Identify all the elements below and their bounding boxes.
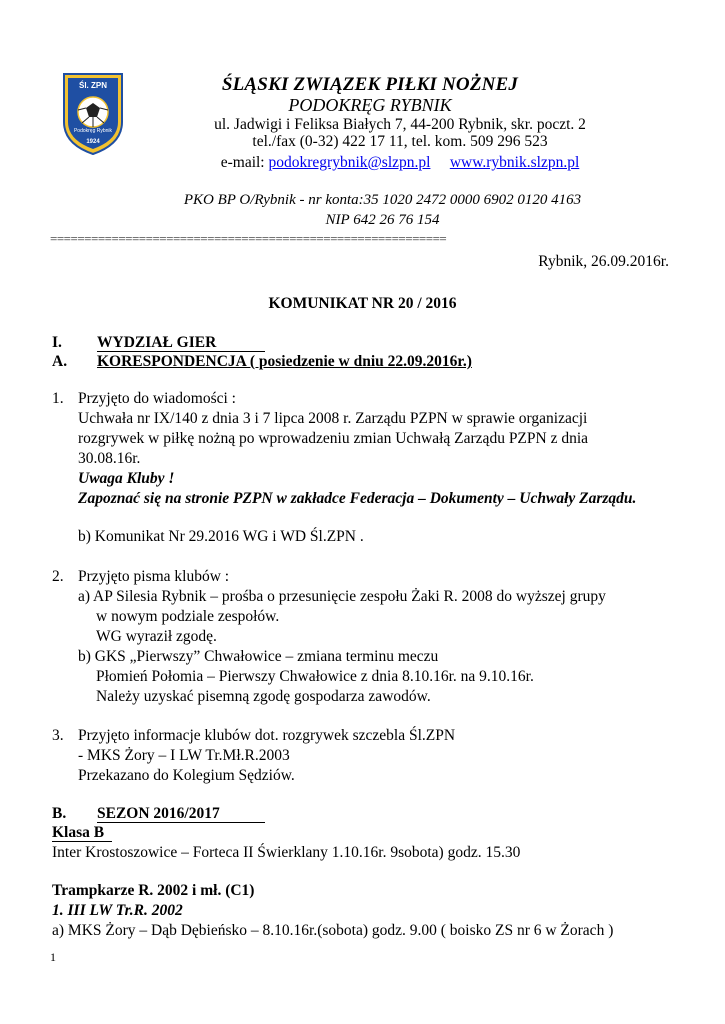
nip: NIP 642 26 76 154 xyxy=(325,212,440,228)
item-1-line-7: b) Komunikat Nr 29.2016 WG i WD Śl.ZPN . xyxy=(78,528,364,545)
email-link[interactable]: podokregrybnik@slzpn.pl xyxy=(268,154,431,171)
klasa-b-line-1: Inter Krostoszowice – Forteca II Świerklany 1.10.16r. 9sobota) godz. 15.30 xyxy=(52,844,521,861)
item-2-line-7: Należy uzyskać pisemną zgodę gospodarza zawodów. xyxy=(96,688,431,705)
item-1-line-1: Przyjęto do wiadomości : xyxy=(78,390,236,407)
page-number: 1 xyxy=(50,950,56,964)
section-a-number: A. xyxy=(52,353,68,370)
contact-line xyxy=(100,154,700,172)
document-title: KOMUNIKAT NR 20 / 2016 xyxy=(268,295,457,312)
section-b-title: SEZON 2016/2017 xyxy=(97,805,265,823)
item-1-line-3: rozgrywek w piłkę nożną po wprowadzeniu zmian Uchwałą Zarządu PZPN z dnia xyxy=(78,430,589,447)
logo-text-year: 1924 xyxy=(86,139,100,145)
item-1-line-2: Uchwała nr IX/140 z dnia 3 i 7 lipca 2008 r. Zarządu PZPN w sprawie organizacji xyxy=(78,410,588,427)
item-3-line-2: - MKS Żory – I LW Tr.Mł.R.2003 xyxy=(78,747,290,764)
trampkarze-subtitle: 1. III LW Tr.R. 2002 xyxy=(52,902,183,919)
logo-text-mid: Podokręg Rybnik xyxy=(73,128,113,134)
trampkarze-title: Trampkarze R. 2002 i mł. (C1) xyxy=(52,882,255,899)
item-2-line-3: w nowym podziale zespołów. xyxy=(96,608,280,625)
logo-text-top: Śl. ZPN xyxy=(78,81,107,90)
item-2-line-5: b) GKS „Pierwszy” Chwałowice – zmiana terminu meczu xyxy=(78,648,439,665)
item-2-line-4: WG wyraził zgodę. xyxy=(96,628,217,645)
item-1-number: 1. xyxy=(52,390,64,407)
item-2-number: 2. xyxy=(52,568,64,585)
address-line: ul. Jadwigi i Feliksa Białych 7, 44-200 Rybnik, skr. poczt. 2 xyxy=(214,116,586,133)
phone-line: tel./fax (0-32) 422 17 11, tel. kom. 509 296 523 xyxy=(252,133,548,150)
org-subname: PODOKRĘG RYBNIK xyxy=(288,95,452,115)
item-1-line-4: 30.08.16r. xyxy=(78,450,141,467)
item-2-line-1: Przyjęto pisma klubów : xyxy=(78,568,230,585)
item-1-line-5: Uwaga Kluby ! xyxy=(78,470,175,487)
separator-line: ========================================================== xyxy=(50,231,447,246)
trampkarze-line-1: a) MKS Żory – Dąb Dębieńsko – 8.10.16r.(sobota) godz. 9.00 ( boisko ZS nr 6 w Żorach ) xyxy=(52,922,614,939)
section-i-number: I. xyxy=(52,334,62,351)
section-a-title: KORESPONDENCJA ( posiedzenie w dniu 22.09.2016r.) xyxy=(97,353,472,370)
item-3-line-3: Przekazano do Kolegium Sędziów. xyxy=(78,767,295,784)
website-link[interactable]: www.rybnik.slzpn.pl xyxy=(449,154,580,171)
item-2-line-6: Płomień Połomia – Pierwszy Chwałowice z dnia 8.10.16r. na 9.10.16r. xyxy=(96,668,534,685)
klasa-b-title: Klasa B xyxy=(52,824,112,842)
section-i-title: WYDZIAŁ GIER xyxy=(97,334,265,352)
item-3-line-1: Przyjęto informacje klubów dot. rozgrywek szczebla Śl.ZPN xyxy=(78,727,456,744)
item-1-line-6: Zapoznać się na stronie PZPN w zakładce Federacja – Dokumenty – Uchwały Zarządu. xyxy=(78,490,637,507)
section-b-number: B. xyxy=(52,805,67,822)
email-label: e-mail: xyxy=(220,154,265,171)
item-3-number: 3. xyxy=(52,727,64,744)
bank-account: PKO BP O/Rybnik - nr konta:35 1020 2472 0000 6902 0120 4163 xyxy=(183,192,582,208)
item-2-line-2: a) AP Silesia Rybnik – prośba o przesunięcie zespołu Żaki R. 2008 do wyższej grupy xyxy=(78,588,606,605)
org-name: ŚLĄSKI ZWIĄZEK PIŁKI NOŻNEJ xyxy=(221,74,519,95)
document-date: Rybnik, 26.09.2016r. xyxy=(538,253,669,270)
